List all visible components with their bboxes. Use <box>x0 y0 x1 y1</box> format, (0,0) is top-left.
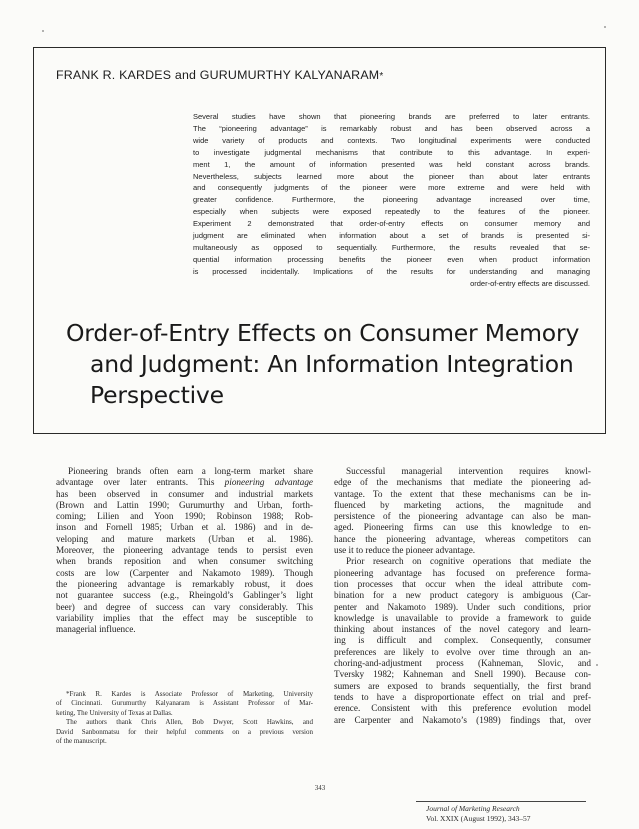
body-line: inson and Fornell 1985; Urban et al. 1986) and in de- <box>56 522 313 533</box>
scan-speck <box>604 26 606 28</box>
body-line: veloping and mature markets (Urban et al. 1986). <box>56 533 313 544</box>
journal-citation <box>416 801 586 824</box>
body-line: aged. Pioneering firms can use this knowledge to en- <box>334 522 591 533</box>
body-line: edge of the mechanisms that mediate the pioneering ad- <box>334 477 591 488</box>
title-line-2: and Judgment: An Information Integration <box>90 350 574 378</box>
body-line: fluenced by marketing actions, the magnitude and <box>334 499 591 510</box>
footnote-line: The authors thank Chris Allen, Bob Dwyer, Scott Hawkins, and <box>66 718 313 727</box>
body-line <box>56 477 313 488</box>
author-footnote <box>56 690 313 746</box>
body-line: tion processes that occur when the ideal attribute com- <box>334 578 591 589</box>
footnote-line: of the manuscript. <box>56 737 107 746</box>
body-line: Moreover, the pioneering advantage tends to persist even <box>56 545 313 556</box>
abstract-line: wide variety of products and contexts. Two longitudinal experiments were conducted <box>193 135 590 145</box>
body-line: erence. Consistent with this preference evolution model <box>334 703 591 714</box>
abstract-line: Several studies have shown that pioneering brands are preferred to later entrants. <box>193 112 590 121</box>
body-line: sumers are exposed to brands sequentially, the first brand <box>334 680 591 691</box>
body-line: (Brown and Lattin 1990; Gurumurthy and Urban, forth- <box>56 499 313 510</box>
abstract-line: is processed incidentally. Implications of the results for understanding and managing <box>193 266 590 276</box>
abstract-line: to investigate judgmental mechanisms that contribute to this advantage. In experi- <box>193 147 590 157</box>
body-line: use it to reduce the pioneer advantage. <box>334 545 476 556</box>
body-line: coming; Lilien and Yoon 1990; Robinson 1988; Rob- <box>56 511 313 522</box>
body-line: hance the pioneering advantage, whereas competitors can <box>334 533 591 544</box>
body-line: choring-and-adjustment process (Kahneman, Slovic, and <box>334 658 591 669</box>
body-line: Successful managerial intervention requires knowl- <box>346 466 591 476</box>
body-line: tends to have a disproportionate effect on trial and pref- <box>334 691 591 702</box>
footnote-line: keting, The University of Texas at Dallas. <box>56 708 173 717</box>
footnote-line: of Cincinnati. Gurumurthy Kalyanaram is Assistant Professor of Mar- <box>56 699 313 708</box>
body-line: the pioneering advantage is remarkably robust, it does <box>56 578 313 589</box>
body-line: beer) and degree of success can vary considerably. This <box>56 601 313 612</box>
body-column-left <box>56 466 313 635</box>
abstract-line: Nevertheless, subjects learned more about the pioneer than about later entrants <box>193 171 590 181</box>
abstract-line: The “pioneering advantage” is remarkably robust and has been observed across a <box>193 123 590 133</box>
body-line: pioneering advantage has focused on preference forma- <box>334 567 591 578</box>
journal-name: Journal of Marketing Research <box>426 804 520 813</box>
body-line: are Carpenter and Nakamoto’s (1989) findings that, over <box>334 714 591 725</box>
abstract-line: Experiment 2 demonstrated that order-of-entry effects on consumer memory and <box>193 219 590 229</box>
title-line-1: Order-of-Entry Effects on Consumer Memory <box>66 319 580 347</box>
body-line: knowledge is unavailable to provide a framework to guide <box>334 612 591 623</box>
scan-speck <box>42 30 44 32</box>
page-number: 343 <box>314 784 326 792</box>
author-names: FRANK R. KARDES and GURUMURTHY KALYANARAM <box>56 68 380 82</box>
body-line: persistence of the pioneering advantage can also be man- <box>334 511 591 522</box>
author-footnote-mark: * <box>379 71 384 82</box>
journal-volume: Vol. XXIX (August 1992), 343–57 <box>426 814 531 823</box>
article-title <box>66 318 586 411</box>
abstract-line: especially when subjects were exposed repeatedly to the features of the pioneer. <box>193 207 590 217</box>
body-line-text: advantage over later entrants. This pioneering advantage <box>56 477 313 488</box>
body-line: variability implies that the effect may be susceptible to <box>56 612 313 623</box>
title-line-3: Perspective <box>90 381 224 409</box>
body-line: Pioneering brands often earn a long-term market share <box>68 466 313 476</box>
abstract-line: quential information processing benefits the pioneer even when product information <box>193 254 590 264</box>
footnote-line: David Sanbonmatsu for their helpful comments on a previous version <box>56 727 313 736</box>
footnote-line: *Frank R. Kardes is Associate Professor of Marketing, University <box>66 690 313 698</box>
body-line: penter and Nakamoto 1989). Under such conditions, prior <box>334 601 591 612</box>
body-line: managerial influence. <box>56 624 136 635</box>
abstract <box>193 111 590 290</box>
author-line <box>56 68 596 82</box>
body-line: preferences are likely to evolve over time through an an- <box>334 646 591 657</box>
body-line: when brands reposition and when consumer switching <box>56 556 313 567</box>
scan-speck <box>596 664 598 666</box>
body-line: Tversky 1982; Kahneman and Snell 1990). Because con- <box>334 669 591 680</box>
body-line: vantage. To the extent that these mechanisms can be in- <box>334 488 591 499</box>
abstract-line: greater confidence. Furthermore, the pioneering advantage increased over time, <box>193 195 590 205</box>
body-line: has been observed in consumer and industrial markets <box>56 488 313 499</box>
body-line: ing is difficult and complex. Consequently, consumer <box>334 635 591 646</box>
abstract-line: ment 1, the amount of information presented was held constant across brands. <box>193 159 590 169</box>
abstract-line: judgment are eliminated when information about a set of brands is presented si- <box>193 231 590 241</box>
abstract-line: multaneously as opposed to sequentially. Furthermore, the results revealed that se- <box>193 242 590 252</box>
body-line: Prior research on cognitive operations that mediate the <box>346 556 591 567</box>
body-line: costs are low (Carpenter and Nakamoto 1989). Though <box>56 567 313 578</box>
body-column-right <box>334 466 591 726</box>
abstract-line: and consequently judgments of the pioneer were more extreme and were held with <box>193 183 590 193</box>
body-line: thinking about instances of the novel category and learn- <box>334 624 591 635</box>
body-line: bination for a new product category is ambiguous (Car- <box>334 590 591 601</box>
body-line: not guarantee success (e.g., Rheingold’s Gablinger’s light <box>56 590 313 601</box>
abstract-line: order-of-entry effects are discussed. <box>470 278 590 288</box>
